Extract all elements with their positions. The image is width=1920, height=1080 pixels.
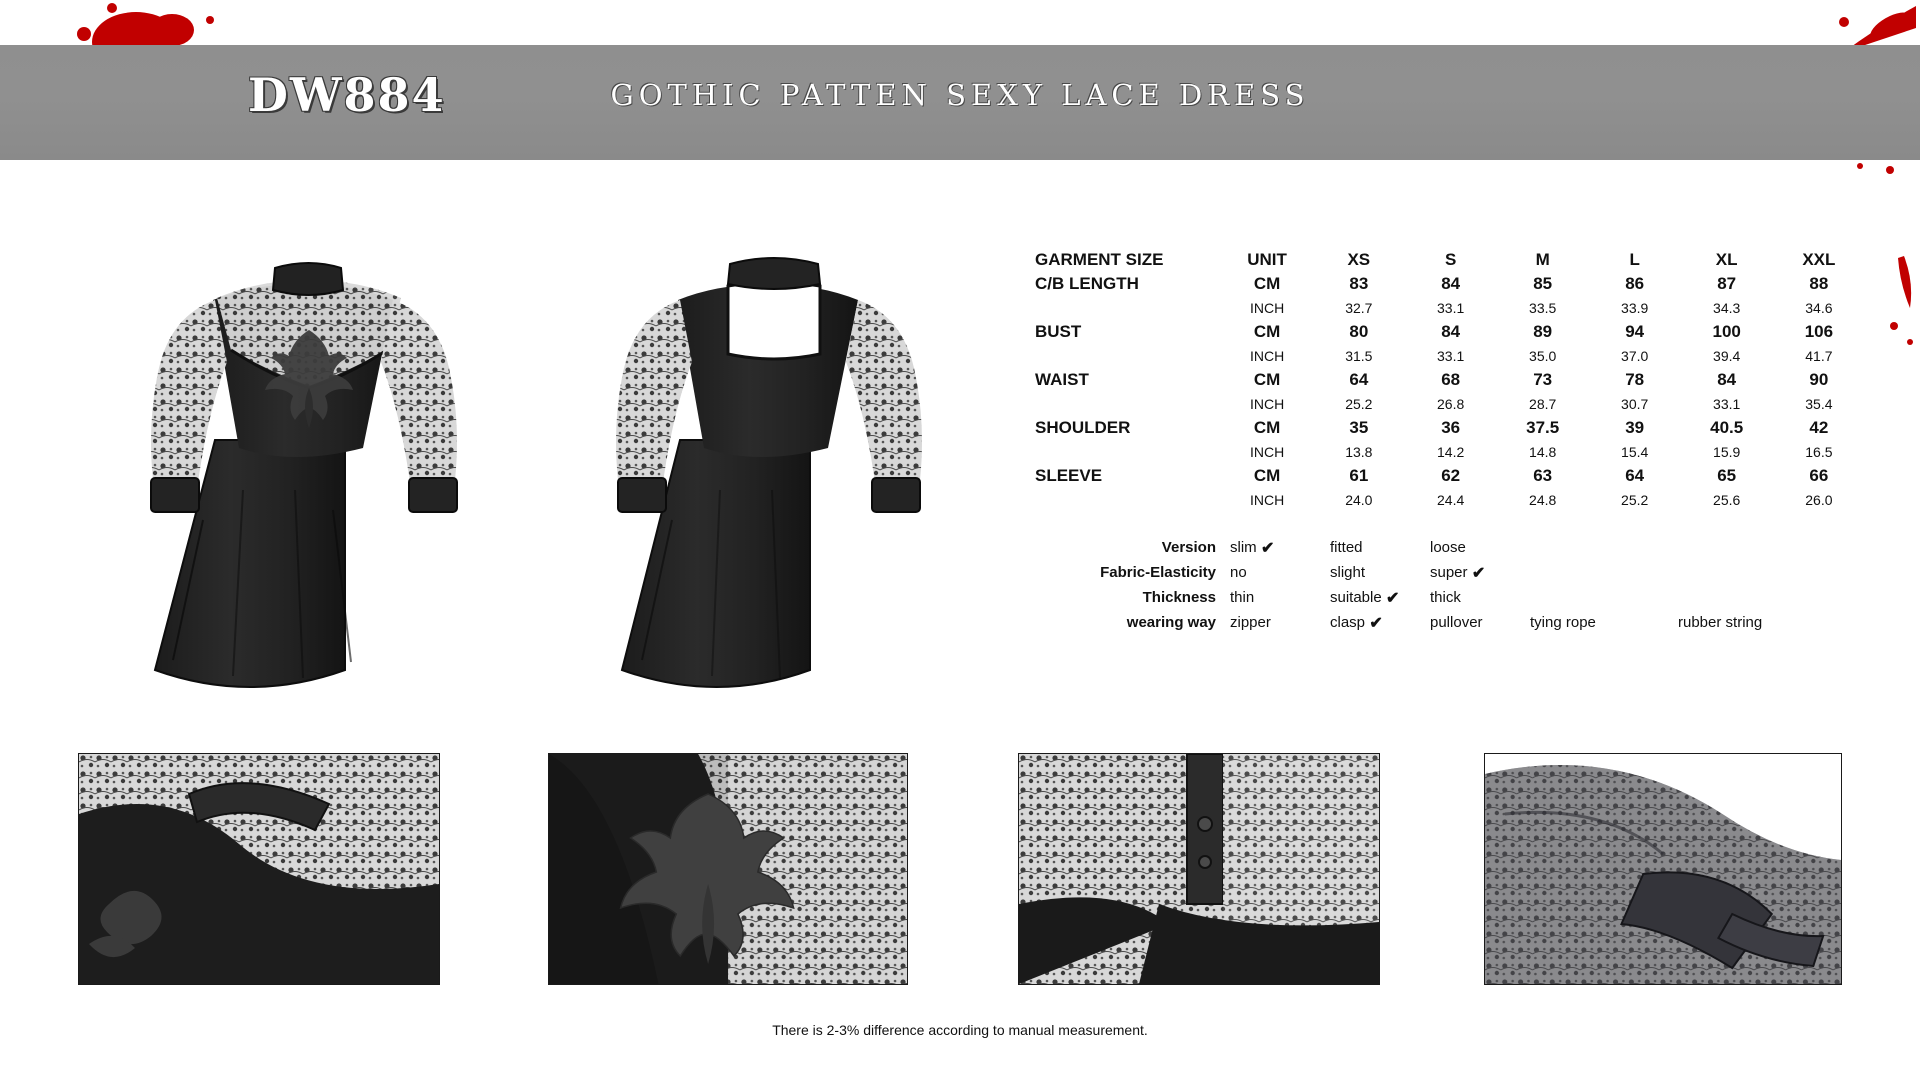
size-cell: 68 [1441, 370, 1461, 389]
detail-collar-lace [78, 753, 440, 985]
size-cell: 33.5 [1529, 300, 1557, 316]
table-row [1035, 416, 1865, 440]
blood-drip-icon [1860, 250, 1920, 370]
detail-sleeve-cuff [1484, 753, 1842, 985]
attribute-option[interactable] [1330, 563, 1430, 583]
size-cell: S [1444, 250, 1457, 269]
table-row [1035, 488, 1865, 512]
size-cell: 25.2 [1621, 492, 1649, 508]
checkmark-icon: ✔ [1369, 614, 1383, 632]
size-row-label [1035, 392, 1221, 416]
size-cell: 25.2 [1345, 396, 1373, 412]
size-cell: 16.5 [1805, 444, 1833, 460]
size-cell: 15.9 [1713, 444, 1741, 460]
size-cell: 84 [1441, 274, 1461, 293]
page-title: GOTHIC PATTEN SEXY LACE DRESS [610, 78, 1310, 112]
dress-front-view [95, 190, 525, 710]
size-cell: 78 [1625, 370, 1645, 389]
size-cell: 33.1 [1437, 300, 1465, 316]
size-cell: 65 [1717, 466, 1737, 485]
size-cell: 24.0 [1345, 492, 1373, 508]
table-row [1035, 344, 1865, 368]
table-row [1035, 368, 1865, 392]
size-cell: 33.1 [1437, 348, 1465, 364]
checkmark-icon: ✔ [1471, 564, 1486, 582]
size-row-unit: CM [1253, 322, 1281, 341]
size-row-unit: INCH [1249, 444, 1285, 460]
checkmark-icon: ✔ [1260, 539, 1275, 557]
size-chart-table [1035, 248, 1865, 512]
attribute-list [1035, 535, 1865, 635]
attribute-option-label: slight [1330, 564, 1366, 581]
size-cell: 80 [1349, 322, 1369, 341]
size-row-unit: CM [1253, 274, 1281, 293]
size-row-label: SLEEVE [1035, 466, 1103, 485]
size-row-unit: INCH [1249, 492, 1285, 508]
attribute-option-label: loose [1430, 539, 1466, 556]
size-cell: 15.4 [1621, 444, 1649, 460]
size-cell: 13.8 [1345, 444, 1373, 460]
size-cell: 37.0 [1621, 348, 1649, 364]
size-cell: 94 [1625, 322, 1645, 341]
attribute-option[interactable] [1230, 588, 1330, 608]
size-row-label: C/B LENGTH [1035, 274, 1139, 293]
size-row-label [1035, 440, 1221, 464]
attribute-option-label: clasp [1330, 614, 1366, 631]
size-cell: 33.1 [1713, 396, 1741, 412]
size-cell: 37.5 [1526, 418, 1560, 437]
size-row-unit: INCH [1249, 300, 1285, 316]
attribute-option[interactable] [1430, 588, 1530, 608]
attribute-option-label: no [1230, 564, 1247, 581]
dress-back-view [560, 190, 990, 710]
attribute-label: Version [1161, 539, 1216, 556]
size-cell: 62 [1441, 466, 1461, 485]
size-cell: 84 [1441, 322, 1461, 341]
size-row-label: WAIST [1035, 370, 1089, 389]
attribute-option[interactable] [1678, 613, 1826, 633]
size-cell: 83 [1349, 274, 1369, 293]
size-cell: 34.3 [1713, 300, 1741, 316]
attribute-option-label: pullover [1430, 614, 1483, 631]
size-cell: 106 [1804, 322, 1834, 341]
size-cell: 90 [1809, 370, 1829, 389]
table-row [1035, 272, 1865, 296]
size-cell: 73 [1533, 370, 1553, 389]
size-cell: 28.7 [1529, 396, 1557, 412]
detail-back-keyhole [1018, 753, 1380, 985]
size-cell: 88 [1809, 274, 1829, 293]
size-row-unit: CM [1253, 370, 1281, 389]
attribute-label: Fabric-Elasticity [1100, 564, 1216, 581]
size-cell: 40.5 [1710, 418, 1744, 437]
size-cell: 34.6 [1805, 300, 1833, 316]
size-cell: 24.4 [1437, 492, 1465, 508]
size-cell: XXL [1802, 250, 1836, 269]
attribute-option-label: thick [1430, 589, 1461, 606]
product-sku: DW884 [248, 68, 446, 122]
size-row-unit: CM [1253, 466, 1281, 485]
attribute-option-label: zipper [1230, 614, 1271, 631]
size-cell: 66 [1809, 466, 1829, 485]
size-row-label: SHOULDER [1035, 418, 1131, 437]
size-cell: 85 [1533, 274, 1553, 293]
attribute-option-label: tying rope [1530, 614, 1596, 631]
size-cell: 26.8 [1437, 396, 1465, 412]
attribute-option-label: rubber string [1678, 614, 1763, 631]
attribute-option[interactable] [1330, 538, 1430, 558]
size-cell: 33.9 [1621, 300, 1649, 316]
size-chart-body [1035, 248, 1865, 512]
size-cell: 87 [1717, 274, 1737, 293]
attribute-row [1035, 585, 1865, 610]
attribute-option[interactable] [1430, 563, 1530, 583]
size-cell: 64 [1349, 370, 1369, 389]
attribute-option[interactable] [1230, 613, 1330, 633]
size-cell: 31.5 [1345, 348, 1373, 364]
size-cell: XS [1347, 250, 1371, 269]
attribute-option[interactable] [1330, 588, 1430, 608]
checkmark-icon: ✔ [1386, 589, 1400, 607]
size-cell: 35.4 [1805, 396, 1833, 412]
table-row [1035, 464, 1865, 488]
attribute-label: wearing way [1126, 614, 1216, 631]
detail-applique-embroidery [548, 753, 908, 985]
size-cell: 86 [1625, 274, 1645, 293]
size-cell: 61 [1349, 466, 1369, 485]
attribute-option-label: fitted [1330, 539, 1363, 556]
attribute-option-label: slim [1230, 539, 1257, 556]
size-row-label: GARMENT SIZE [1035, 250, 1164, 269]
size-cell: 35.0 [1529, 348, 1557, 364]
size-cell: 89 [1533, 322, 1553, 341]
size-cell: 42 [1809, 418, 1829, 437]
size-row-unit: INCH [1249, 396, 1285, 412]
attribute-option[interactable] [1530, 613, 1678, 633]
attribute-option[interactable] [1430, 613, 1530, 633]
attribute-row [1035, 610, 1865, 635]
table-row [1035, 392, 1865, 416]
size-cell: 63 [1533, 466, 1553, 485]
size-cell: 26.0 [1805, 492, 1833, 508]
measurement-footnote: There is 2-3% difference according to manual measurement. [772, 1022, 1148, 1038]
size-cell: 30.7 [1621, 396, 1649, 412]
size-cell: 64 [1625, 466, 1645, 485]
size-cell: 39 [1625, 418, 1645, 437]
attribute-option-label: super [1430, 564, 1468, 581]
size-cell: 39.4 [1713, 348, 1741, 364]
size-cell: 14.8 [1529, 444, 1557, 460]
size-cell: M [1535, 250, 1550, 269]
table-row [1035, 440, 1865, 464]
size-cell: 25.6 [1713, 492, 1741, 508]
size-row-unit: CM [1253, 418, 1281, 437]
size-row-label [1035, 488, 1221, 512]
attribute-option[interactable] [1330, 613, 1430, 633]
size-row-unit: INCH [1249, 348, 1285, 364]
size-row-label [1035, 344, 1221, 368]
size-cell: 36 [1441, 418, 1461, 437]
size-cell: XL [1715, 250, 1738, 269]
size-row-label [1035, 296, 1221, 320]
size-cell: 14.2 [1437, 444, 1465, 460]
attribute-option[interactable] [1230, 563, 1330, 583]
attribute-option[interactable] [1430, 538, 1530, 558]
attribute-row [1035, 535, 1865, 560]
attribute-option-label: thin [1230, 589, 1255, 606]
attribute-row [1035, 560, 1865, 585]
table-row [1035, 320, 1865, 344]
size-cell: 84 [1717, 370, 1737, 389]
table-row [1035, 296, 1865, 320]
size-cell: 32.7 [1345, 300, 1373, 316]
table-row [1035, 248, 1865, 272]
size-cell: 41.7 [1805, 348, 1833, 364]
size-row-unit: UNIT [1247, 250, 1287, 269]
size-cell: 24.8 [1529, 492, 1557, 508]
attribute-label: Thickness [1142, 589, 1216, 606]
attribute-option-label: suitable [1330, 589, 1382, 606]
size-cell: L [1629, 250, 1640, 269]
size-cell: 35 [1349, 418, 1369, 437]
attribute-option[interactable] [1230, 538, 1330, 558]
size-row-label: BUST [1035, 322, 1082, 341]
size-cell: 100 [1712, 322, 1741, 341]
